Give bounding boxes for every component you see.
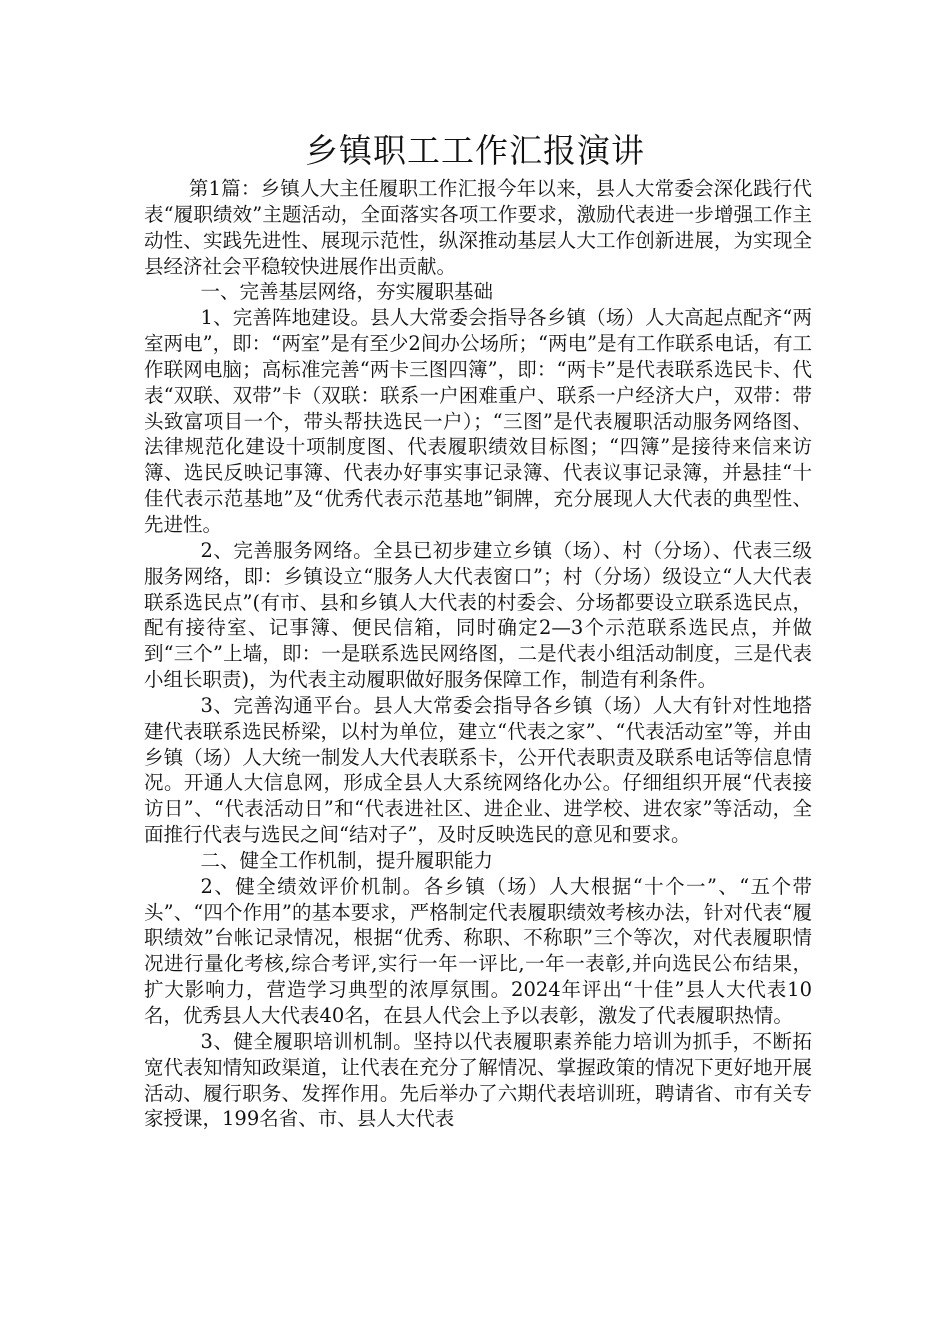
body-paragraph: 3、完善沟通平台。县人大常委会指导各乡镇（场）人大有针对性地搭建代表联系选民桥梁，以村为单位，建立“代表之家”、“代表活动室”等，并由乡镇（场）人大统一制发人大代表联系卡，公开代表职责及联系电话等信息情况。开通人大信息网，形成全县人大系统网络化办公。仔细组织开展“代表接访日”、“代表活动日”和“代表进社区、进企业、进学校、进农家”等活动，全面推行代表与选民之间“结对子”，及时反映选民的意见和要求。 [144,693,812,847]
section-heading: 一、完善基层网络，夯实履职基础 [200,280,494,304]
document-title: 乡镇职工工作汇报演讲 [305,131,645,170]
body-paragraph: 2、完善服务网络。全县已初步建立乡镇（场）、村（分场）、代表三级服务网络，即：乡镇设立“服务人大代表窗口”；村（分场）级设立“人大代表联系选民点”(有市、县和乡镇人大代表的村委会、分场都要设立联系选民点，配有接待室、记事簿、便民信箱，同时确定2—3个示范联系选民点，并做到“三个”上墙，即：一是联系选民网络图，二是代表小组活动制度，三是代表小组长职责)，为代表主动履职做好服务保障工作，制造有利条件。 [144,538,812,692]
body-paragraph: 第1篇：乡镇人大主任履职工作汇报今年以来，县人大常委会深化践行代表“履职绩效”主题活动，全面落实各项工作要求，激励代表进一步增强工作主动性、实践先进性、展现示范性，纵深推动基层人大工作创新进展，为实现全县经济社会平稳较快进展作出贡献。 [144,177,812,278]
body-paragraph: 1、完善阵地建设。县人大常委会指导各乡镇（场）人大高起点配齐“两室两电”，即：“两室”是有至少2间办公场所；“两电”是有工作联系电话，有工作联网电脑；高标准完善“两卡三图四簿”，即：“两卡”是代表联系选民卡、代表“双联、双带”卡（双联：联系一户困难重户、联系一户经济大户，双带：带头致富项目一个，带头帮扶选民一户）；“三图”是代表履职活动服务网络图、法律规范化建设十项制度图、代表履职绩效目标图；“四簿”是接待来信来访簿、选民反映记事簿、代表办好事实事记录簿、代表议事记录簿，并悬挂“十佳代表示范基地”及“优秀代表示范基地”铜牌，充分展现人大代表的典型性、先进性。 [144,306,812,536]
body-paragraph: 2、健全绩效评价机制。各乡镇（场）人大根据“十个一”、“五个带头”、“四个作用”的基本要求，严格制定代表履职绩效考核办法，针对代表“履职绩效”台帐记录情况，根据“优秀、称职、不称职”三个等次，对代表履职情况进行量化考核,综合考评,实行一年一评比,一年一表彰,并向选民公布结果，扩大影响力，营造学习典型的浓厚氛围。2024年评出“十佳”县人大代表10名，优秀县人大代表40名，在县人代会上予以表彰，激发了代表履职热情。 [144,874,812,1027]
document-body [144,176,812,1132]
section-heading: 二、健全工作机制，提升履职能力 [200,848,494,872]
body-paragraph: 3、健全履职培训机制。坚持以代表履职素养能力培训为抓手，不断拓宽代表知情知政渠道，让代表在充分了解情况、掌握政策的情况下更好地开展活动、履行职务、发挥作用。先后举办了六期代表培训班，聘请省、市有关专家授课，199名省、市、县人大代表 [144,1029,812,1131]
